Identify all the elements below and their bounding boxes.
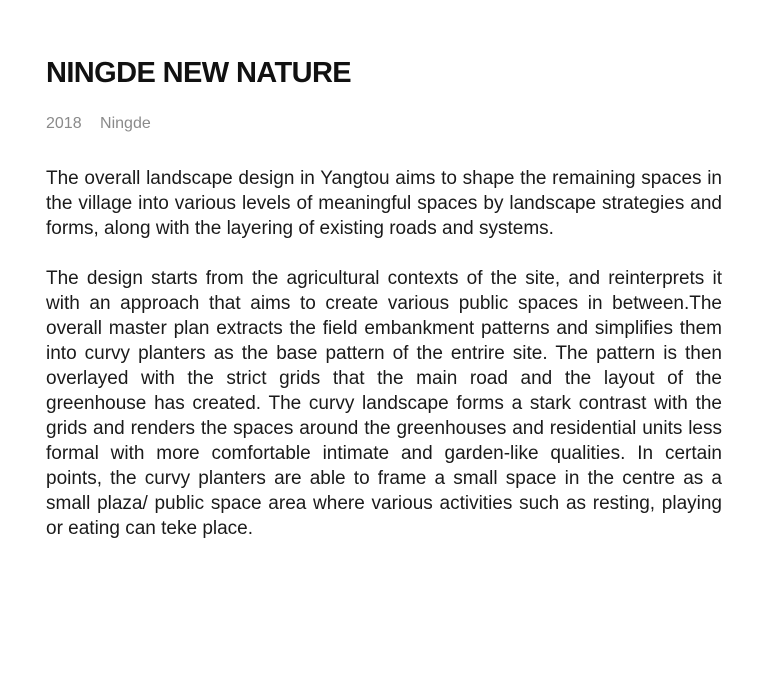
description-paragraph-2: The design starts from the agricultural contexts of the site, and reinterprets it with an approach that aims to create various public spaces in between.The overall master plan extracts the field embankment patterns and simplifies them into curvy planters as the base pattern of the entrire site. The pattern is then overlayed with the strict grids that the main road and the layout of the greenhouse has created. The curvy landscape forms a stark contrast with the grids and renders the spaces around the greenhouses and residential units less formal with more comfortable intimate and garden-like qualities. In certain points, the curvy planters are able to frame a small space in the centre as a small plaza/ public space area where various activities such as resting, playing or eating can teke place. xyxy=(46,268,722,539)
project-meta xyxy=(46,114,722,134)
project-location: Ningde xyxy=(100,115,151,132)
project-title: NINGDE NEW NATURE xyxy=(46,57,352,89)
project-page xyxy=(46,56,722,541)
project-year: 2018 xyxy=(46,115,82,132)
description-paragraph-1: The overall landscape design in Yangtou aims to shape the remaining spaces in the village into various levels of meaningful spaces by landscape strategies and forms, along with the layering of existing roads and systems. xyxy=(46,168,722,239)
